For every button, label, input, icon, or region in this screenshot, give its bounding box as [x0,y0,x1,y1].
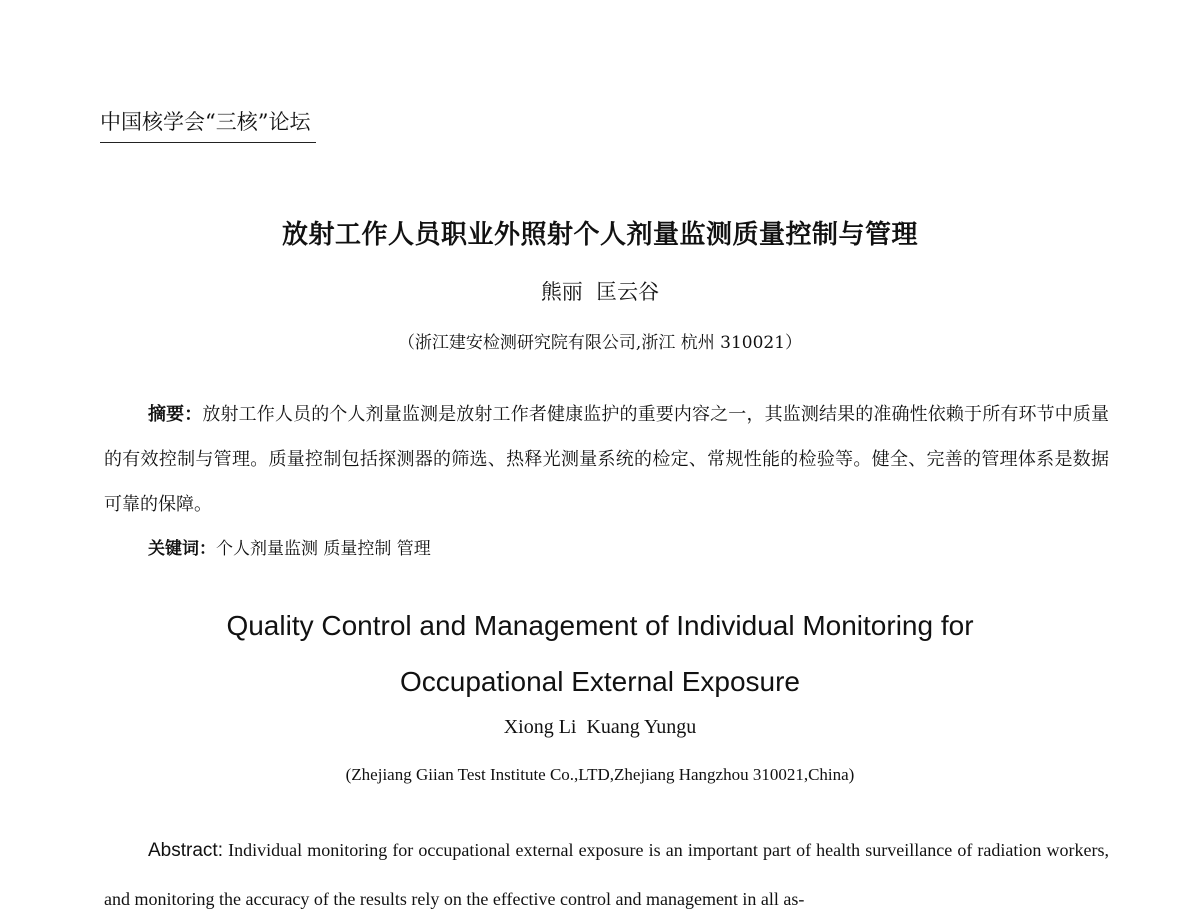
chinese-abstract-label: 摘要： [148,404,203,425]
chinese-abstract [104,392,1109,527]
chinese-keywords-text: 个人剂量监测 质量控制 管理 [216,539,431,559]
chinese-affiliation: （浙江建安检测研究院有限公司,浙江 杭州 310021） [397,333,803,353]
english-abstract-text: Individual monitoring for occupational external exposure is an important part of health surveillance of radiation workers, and monitoring the accuracy of the results rely on the effective control and management in all as- [104,840,1110,909]
english-abstract-label: Abstract: [148,840,223,861]
chinese-keywords-label: 关键词： [148,539,216,559]
english-authors: Xiong Li Kuang Yungu [503,716,697,738]
english-title-line-2: Occupational External Exposure [400,666,800,697]
chinese-authors: 熊丽 匡云谷 [540,280,660,304]
chinese-title: 放射工作人员职业外照射个人剂量监测质量控制与管理 [281,220,918,250]
forum-header: 中国核学会“三核”论坛 [100,106,316,143]
chinese-abstract-text: 放射工作人员的个人剂量监测是放射工作者健康监护的重要内容之一，其监测结果的准确性依赖于所有环节中质量的有效控制与管理。质量控制包括探测器的筛选、热释光测量系统的检定、常规性能的检验等。健全、完善的管理体系是数据可靠的保障。 [104,404,1109,515]
english-affiliation: (Zhejiang Giian Test Institute Co.,LTD,Zhejiang Hangzhou 310021,China) [345,765,855,784]
english-title [0,598,1200,710]
chinese-keywords [148,534,431,559]
english-title-line-1: Quality Control and Management of Individual Monitoring for [226,610,974,641]
english-abstract [104,826,1109,923]
